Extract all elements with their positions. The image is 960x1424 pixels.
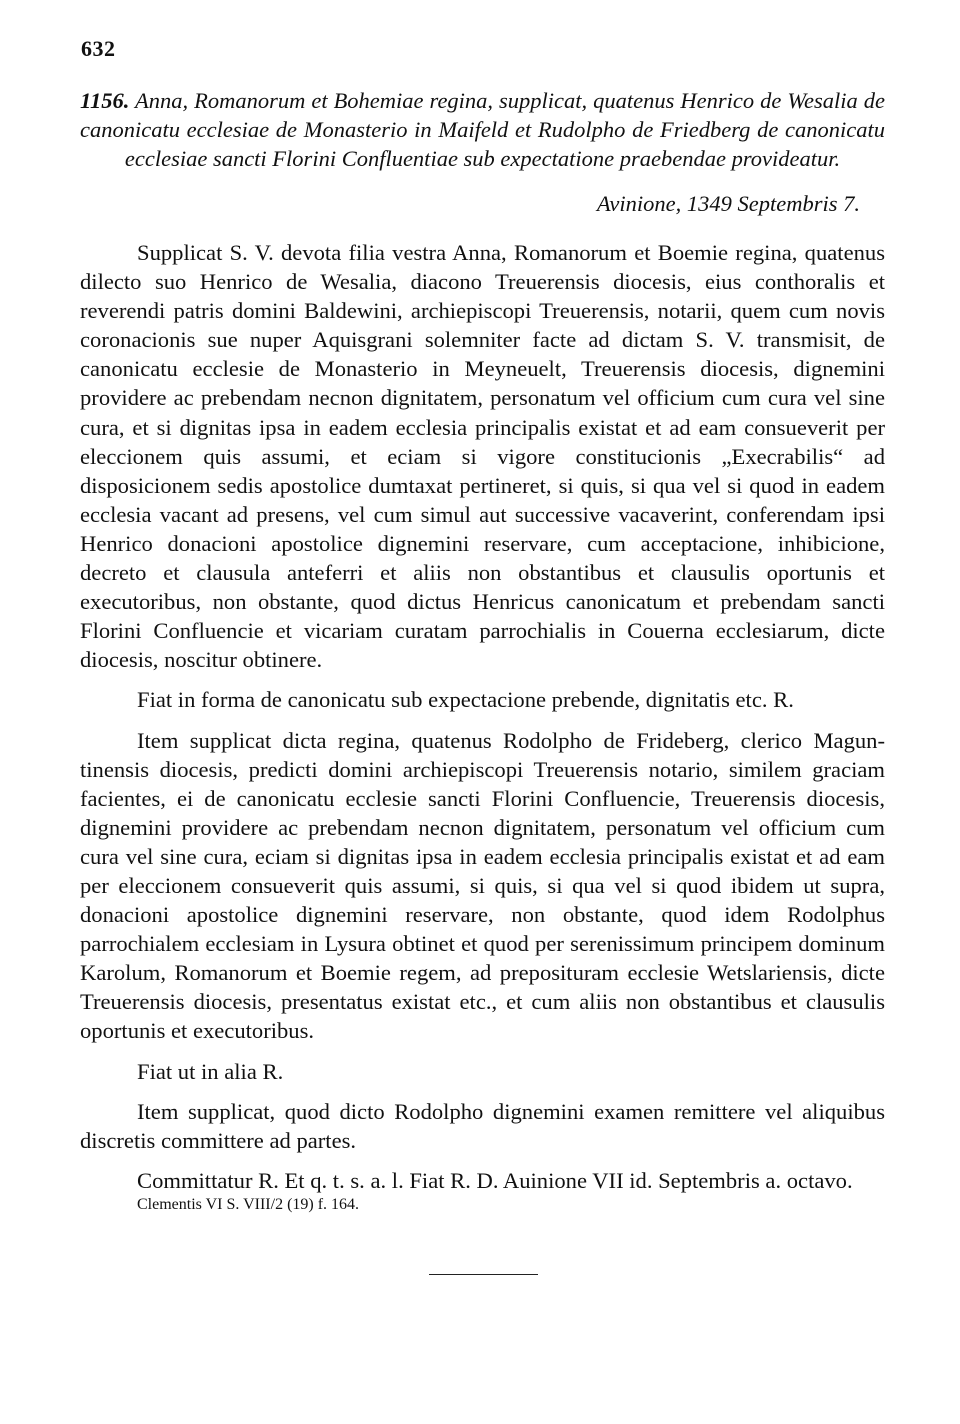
section-divider bbox=[429, 1274, 538, 1275]
entry-dateline: Avinione, 1349 Septembris 7. bbox=[596, 191, 860, 216]
paragraph-fiat-1: Fiat in forma de canonicatu sub expectacione prebende, dignitatis etc. R. bbox=[137, 687, 794, 713]
paragraph-second-supplication: Item supplicat dicta regina, quatenus Rodolpho de Frideberg, clerico Maguntinensis diocesis, predicti domini archiepiscopi Treuerensis notario, similem graciam facientes, ei de canonicatu ecclesie sancti Florini Confluencie, Treuerensis diocesis, dignemini providere ac prebendam necnon dignitatem, personatum vel officium cum cura vel sine cura, eciam si dignitas ipsa in eadem ecclesia principalis existat et ad eam per eleccionem consueverit quis assumi, si quis, si qua vel si quod ibidem ut supra, donacioni apostolice dignemini reservare, non obstante, quod idem Rodolphus parrochialem ecclesiam in Lysura obtinet et quod per serenissimum principem dominum Karolum, Romanorum et Boemie regem, ad preposituram ecclesie Wetslariensis, dicte Treuerensis diocesis, presentatus existat etc., et cum aliis non obstantibus et clausulis oportunis et executoribus. bbox=[80, 727, 885, 1044]
document-body bbox=[80, 238, 885, 1206]
page-number: 632 bbox=[81, 36, 116, 61]
entry-number: 1156. bbox=[80, 88, 130, 113]
paragraph-supplication: Supplicat S. V. devota filia vestra Anna, Romanorum et Boemie regina, quatenus dilecto suo Henrico de Wesalia, diacono Treuerensis diocesis, eius conthoralis et reverendi patris domini Baldewini, archiepiscopi Treuerensis, notarii, quem cum novis coronacionis sue nuper Aquisgrani solemniter facte ad dictam S. V. transmisit, de canonicatu ecclesie de Monasterio in Meyneuelt, Treuerensis diocesis, dignemini providere ac prebendam necnon dignitatem, personatum vel officium cum cura vel sine cura, et si dignitas ipsa in eadem ecclesia principalis existat et ad eam consueverit per eleccionem quis assumi, et eciam si vigore constitucionis „Execrabilis“ ad disposicionem sedis apostolice dumtaxat pertineret, si quis, si qua vel si quod in eadem ecclesia vacant ad presens, vel cum simul aut successive vacaverint, conferendam ipsi Henrico donacioni apostolice dignemini reservare, cum acceptacione, inhibicione, decreto et clausula anteferri et aliis non obstantibus et clausulis oportunis et executoribus, non obstante, quod dictus Henricus canonicatum et prebendam sancti Florini Confluencie et vicariam curatam parrochialis in Couerna ecclesiarum, dicte diocesis, noscitur obtinere. bbox=[80, 240, 885, 673]
entry-summary: Anna, Romanorum et Bohemiae regina, supplicat, quatenus Henrico de Wesalia de canonicatu ecclesiae de Monasterio in Maifeld et Rudolpho de Friedberg de canonicatu ecclesiae sancti Florini Confluentiae sub expectatione praebendae provideatur. bbox=[80, 88, 885, 171]
paragraph-fiat-2: Fiat ut in alia R. bbox=[137, 1058, 284, 1084]
entry-heading bbox=[80, 86, 885, 173]
paragraph-third-supplication: Item supplicat, quod dicto Rodolpho dignemini examen remittere vel aliquibus discretis committere ad partes. bbox=[80, 1098, 885, 1153]
source-reference: Clementis VI S. VIII/2 (19) f. 164. bbox=[137, 1196, 360, 1213]
paragraph-committatur: Committatur R. Et q. t. s. a. l. Fiat R. D. Auinione VII id. Septembris a. octavo. bbox=[137, 1167, 853, 1193]
